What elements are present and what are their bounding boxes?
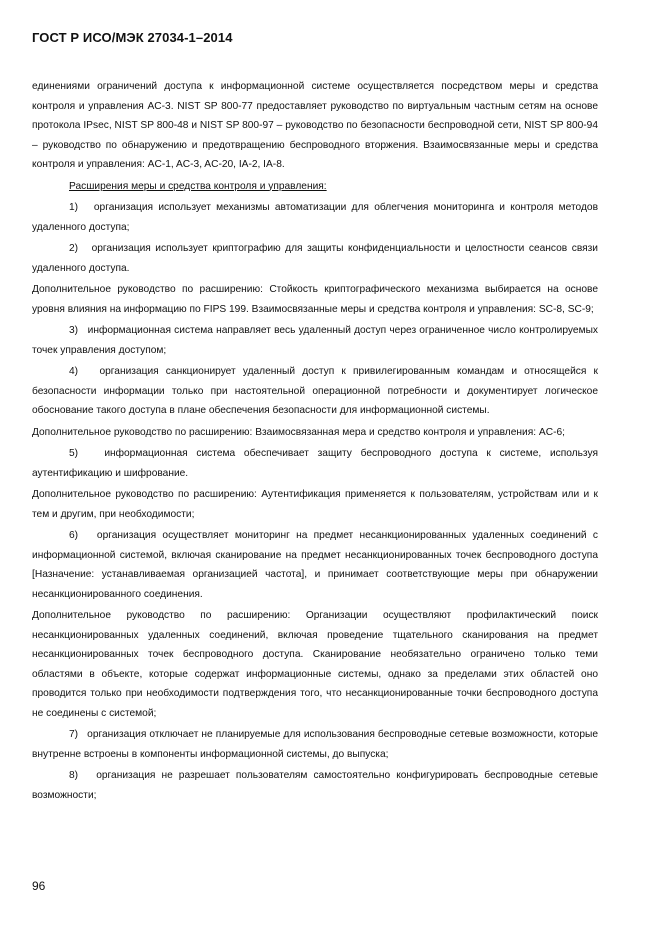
list-item: 3) информационная система направляет весь удаленный доступ через ограниченное число контролируемых точек управления доступом; bbox=[32, 325, 598, 356]
list-item: 1) организация использует механизмы автоматизации для облегчения мониторинга и контроля методов удаленного доступа; bbox=[32, 202, 598, 233]
paragraph: единениями ограничений доступа к информационной системе осуществляется посредством меры и средства контроля и управления AC-3. NIST SP 800-77 предоставляет руководство по виртуальным частным сетям на основе протокола IPsec, NIST SP 800-48 и NIST SP 800-97 – руководство по безопасности беспроводной сети, NIST SP 800-94 – руководство по обнаружению и предотвращению беспроводного вторжения. Взаимосвязанные меры и средства контроля и управления: AC-1, AC-3, AC-20, IA-2, IA-8. bbox=[32, 81, 598, 170]
list-item: 7) организация отключает не планируемые для использования беспроводные сетевые возможности, которые внутренне встроены в компоненты информационной системы, до выпуска; bbox=[32, 729, 598, 760]
document-header: ГОСТ Р ИСО/МЭК 27034-1–2014 bbox=[32, 30, 233, 45]
list-item: 6) организация осуществляет мониторинг на предмет несанкционированных удаленных соединений с информационной системой, включая сканирование на предмет несанкционированных точек беспроводного доступа [Назначение: устанавливаемая организацией частота], и принимает соответствующие меры при обнаружении несанкционированного соединения. bbox=[32, 530, 598, 600]
list-item: 8) организация не разрешает пользователям самостоятельно конфигурировать беспроводные сетевые возможности; bbox=[32, 770, 598, 801]
paragraph: Дополнительное руководство по расширению: Аутентификация применяется к пользователям, устройствам или и к тем и другим, при необходимости; bbox=[32, 489, 598, 520]
paragraph: Дополнительное руководство по расширению: Взаимосвязанная мера и средство контроля и управления: AC-6; bbox=[32, 426, 565, 438]
list-item: 4) организация санкционирует удаленный доступ к привилегированным командам и относящейся к безопасности информации только при настоятельной операционной потребности и документирует логическое обоснование такого доступа в плане обеспечения безопасности для информационной системы. bbox=[32, 366, 598, 416]
paragraph: Дополнительное руководство по расширению: Организации осуществляют профилактический поиск несанкционированных удаленных соединений, включая проведение тщательного сканирования на предмет несанкционированных точек беспроводного доступа. Сканирование необязательно ограничено только теми областями в объекте, которые содержат информационные системы, однако за пределами этих областей оно проводится только при необходимости подтверждения того, что несанкционированные точки беспроводного доступа не соединены с системой; bbox=[32, 610, 598, 719]
section-subheading: Расширения меры и средства контроля и управления: bbox=[69, 180, 327, 192]
list-item: 2) организация использует криптографию для защиты конфиденциальности и целостности сеансов связи удаленного доступа. bbox=[32, 243, 598, 274]
list-item: 5) информационная система обеспечивает защиту беспроводного доступа к системе, используя аутентификацию и шифрование. bbox=[32, 448, 598, 479]
paragraph: Дополнительное руководство по расширению: Стойкость криптографического механизма выбирается на основе уровня влияния на информацию по FIPS 199. Взаимосвязанные меры и средства контроля и управления: SC-8, SC-9; bbox=[32, 284, 598, 315]
page-number: 96 bbox=[32, 879, 46, 893]
document-body bbox=[32, 77, 598, 807]
